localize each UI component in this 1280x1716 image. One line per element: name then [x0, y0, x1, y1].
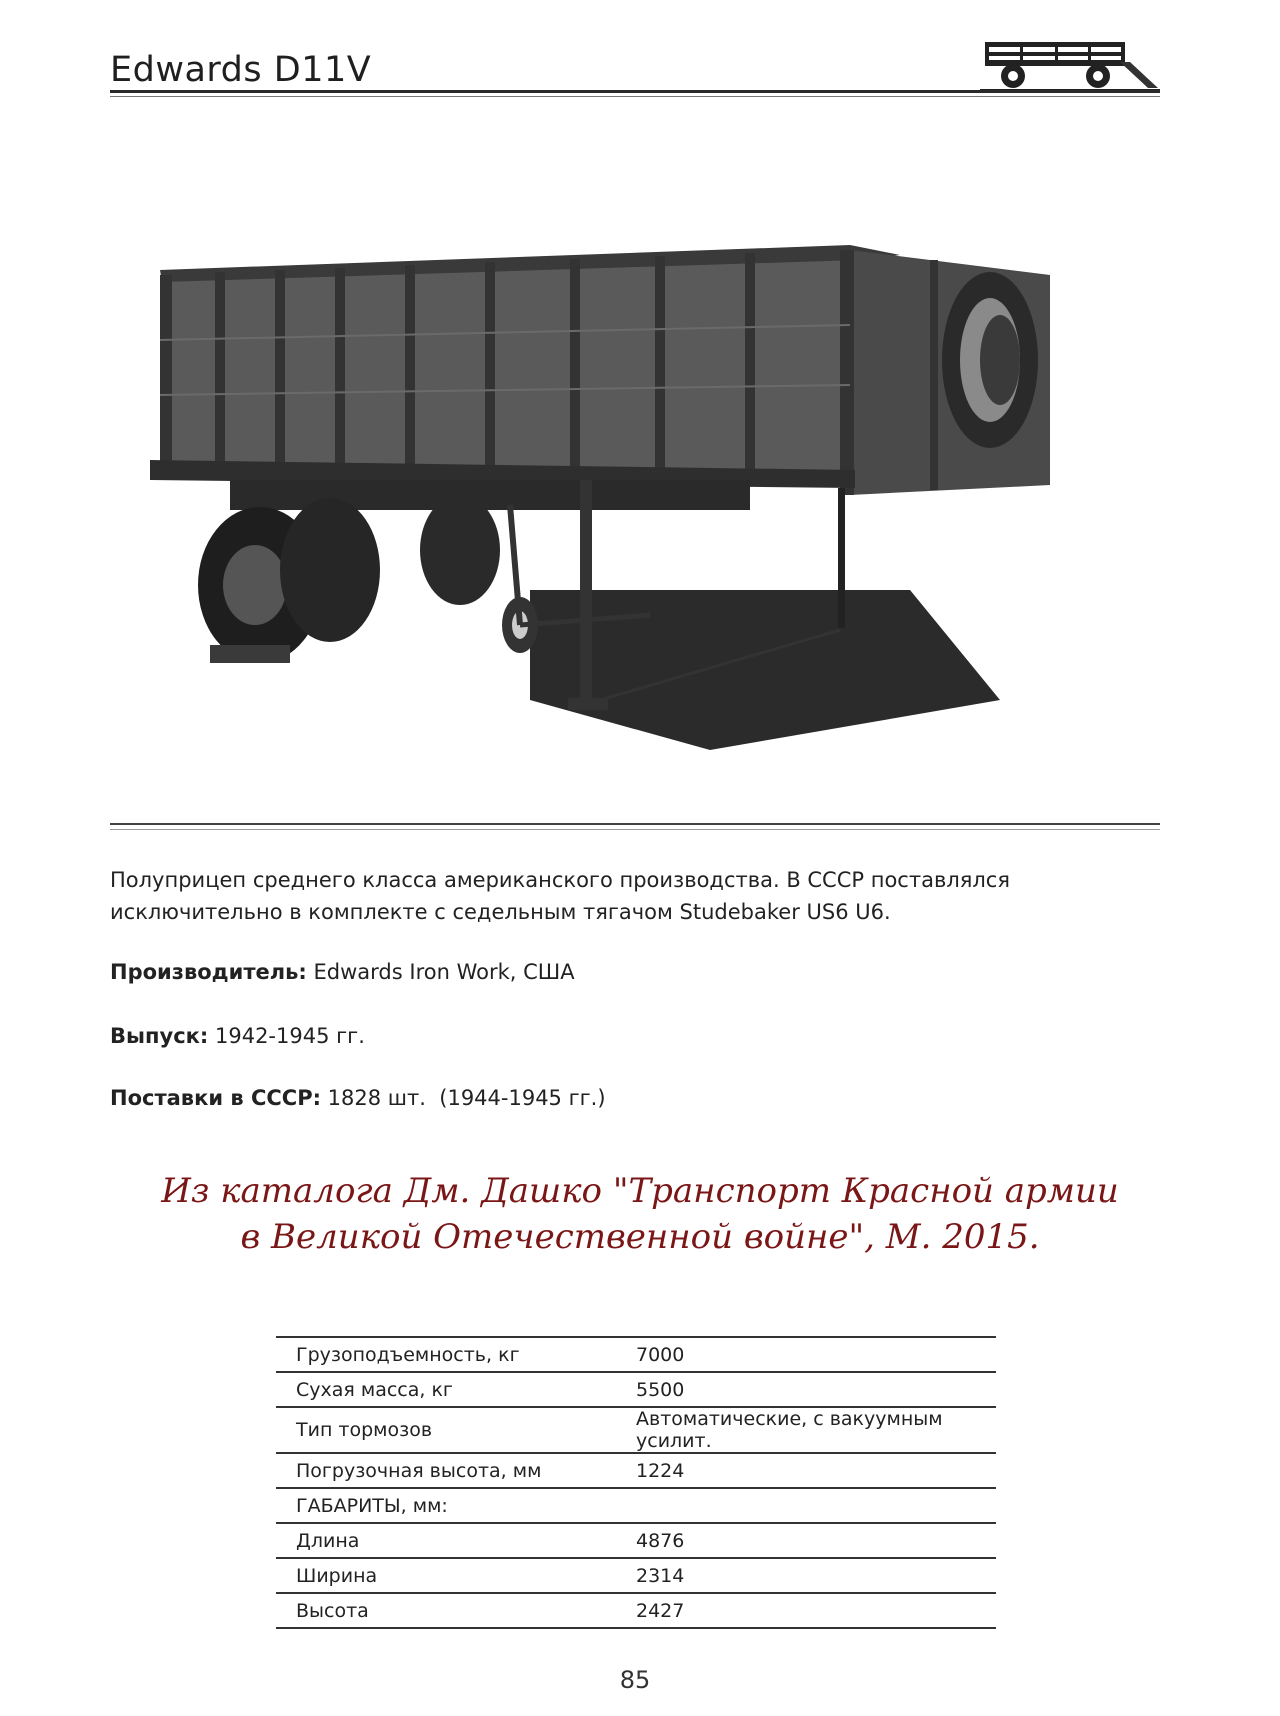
- production-label: Выпуск:: [110, 1024, 209, 1048]
- table-row: [276, 1372, 996, 1407]
- description: Полуприцеп среднего класса американского производства. В СССР поставлялся исключительно в комплекте с седельным тягачом Studebaker US6 U6.: [110, 868, 1010, 924]
- spec-value: 1224: [616, 1453, 996, 1488]
- photo-divider: [110, 823, 1160, 825]
- citation: [150, 1168, 1130, 1260]
- header-rule: [110, 90, 1160, 93]
- table-row: [276, 1558, 996, 1593]
- spec-label: Погрузочная высота, мм: [276, 1453, 616, 1488]
- spec-table: [276, 1336, 996, 1629]
- spec-value: Автоматические, с вакуумным усилит.: [616, 1407, 996, 1453]
- spec-label: Тип тормозов: [276, 1407, 616, 1453]
- spec-label: ГАБАРИТЫ, мм:: [276, 1488, 616, 1523]
- photo-divider-thin: [110, 829, 1160, 830]
- citation-line-1: Из каталога Дм. Дашко "Транспорт Красной армии: [161, 1171, 1119, 1211]
- spec-value: 5500: [616, 1372, 996, 1407]
- deliveries-field: [110, 1086, 606, 1110]
- spec-value: 4876: [616, 1523, 996, 1558]
- header-rule-thin: [110, 96, 1160, 97]
- semi-trailer-photo: [150, 230, 1070, 800]
- spec-value: [616, 1488, 996, 1523]
- table-row: [276, 1337, 996, 1372]
- table-row: [276, 1488, 996, 1523]
- deliveries-value: 1828 шт. (1944-1945 гг.): [327, 1086, 606, 1110]
- table-row: [276, 1523, 996, 1558]
- page-title: Edwards D11V: [110, 50, 372, 90]
- manufacturer-label: Производитель:: [110, 960, 307, 984]
- manufacturer-field: [110, 960, 575, 984]
- spec-label: Грузоподъемность, кг: [276, 1337, 616, 1372]
- spec-label: Высота: [276, 1593, 616, 1628]
- spec-label: Ширина: [276, 1558, 616, 1593]
- spec-value: 2314: [616, 1558, 996, 1593]
- trailer-icon: [980, 36, 1160, 96]
- deliveries-label: Поставки в СССР:: [110, 1086, 321, 1110]
- table-row: [276, 1453, 996, 1488]
- manufacturer-value: Edwards Iron Work, США: [313, 960, 575, 984]
- production-field: [110, 1024, 365, 1048]
- spec-value: 2427: [616, 1593, 996, 1628]
- spec-value: 7000: [616, 1337, 996, 1372]
- citation-line-2: в Великой Отечественной войне", М. 2015.: [240, 1217, 1040, 1257]
- spec-label: Сухая масса, кг: [276, 1372, 616, 1407]
- table-row: [276, 1593, 996, 1628]
- production-value: 1942-1945 гг.: [214, 1024, 365, 1048]
- spec-label: Длина: [276, 1523, 616, 1558]
- table-row: [276, 1407, 996, 1453]
- page-number: 85: [619, 1666, 651, 1694]
